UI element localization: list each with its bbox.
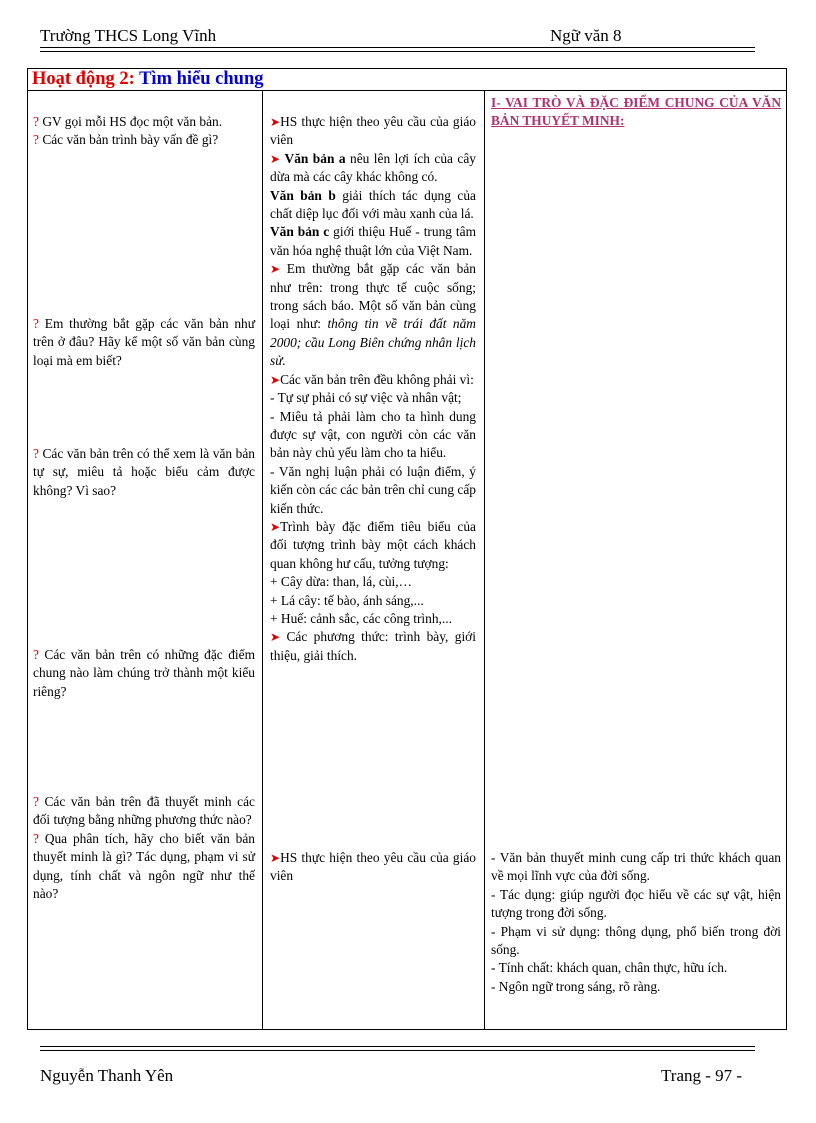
arrow-icon: ➤ [270, 372, 281, 387]
lesson-table [27, 68, 787, 1030]
author-name: Nguyễn Thanh Yên [40, 1066, 174, 1085]
activity-name: Tìm hiểu chung [139, 69, 264, 89]
content-item: - Tác dụng: giúp người đọc hiểu về các sự vật, hiện tượng trong đời sống. [491, 886, 781, 921]
content-item: - Văn bản thuyết minh cung cấp tri thức khách quan về mọi lĩnh vực của đời sống. [491, 850, 781, 884]
lesson-content [491, 849, 781, 996]
content-item: - Ngôn ngữ trong sáng, rõ ràng. [491, 978, 661, 994]
student-activity: ➤HS thực hiện theo yêu cầu của giáo viên ➤ Văn bản a nêu lên lợi ích của cây dừa mà các cây khác không có. Văn bản b giải thích tác dụng của chất diệp lục đối với màu xanh của lá. Văn bản c giới thiệu Huế - trung tâm văn hóa nghệ thuật lớn của Việt Nam. ➤ Em thường bắt gặp các văn bản như trên: trong thực tế cuộc sống; trong sách báo. Một số văn bản cùng loại như: thông tin về trái đất năm 2000; cầu Long Biên chứng nhân lịch sử. ➤Các văn bản trên đều không phải vì: - Tự sự phải có sự việc và nhân vật; - Miêu tả phải làm cho ta hình dung được sự vật, con người còn các văn bản này chủ yếu làm cho ta hiểu. - Văn nghị luận phải có luận điểm, ý kiến còn các các bản trên chỉ cung cấp kiến thức. ➤Trình bày đặc điểm tiêu biểu của đối tượng trình bày một cách khách quan không hư cấu, tưởng tượng: + Cây dừa: than, lá, cùi,… + Lá cây: tế bào, ánh sáng,... + Huế: cảnh sắc, các công trình,... ➤ Các phương thức: trình bày, giới thiệu, giải thích. [270, 114, 477, 663]
arrow-icon: ➤ [270, 262, 281, 277]
teacher-question: ? Các văn bản trên có thể xem là văn bản tự sự, miêu tả hoặc biểu cảm được không? Vì sao? [33, 446, 255, 498]
page-number: Trang - 97 - [661, 1066, 743, 1085]
arrow-icon: ➤ [270, 151, 281, 166]
question-mark-icon: ? [33, 647, 39, 662]
question-mark-icon: ? [33, 132, 39, 148]
question-mark-icon: ? [33, 446, 39, 461]
column-divider [262, 90, 263, 1029]
question-mark-icon: ? [33, 316, 39, 331]
section-title: I- VAI TRÒ VÀ ĐẶC ĐIỂM CHUNG CỦA VĂN BẢN THUYẾT MINH: [491, 95, 781, 129]
student-activity: ➤HS thực hiện theo yêu cầu của giáo viên [270, 850, 476, 884]
school-name: Trường THCS Long Vĩnh [40, 26, 217, 45]
subject-name: Ngữ văn 8 [550, 26, 622, 45]
column-divider [484, 90, 485, 1029]
page-footer [40, 1066, 755, 1090]
teacher-question: ? Các văn bản trên đã thuyết minh các đối tượng bằng những phương thức nào? ? Qua phân tích, hãy cho biết văn bản thuyết minh là gì? Tác dụng, phạm vi sử dụng, tính chất và ngôn ngữ như thế nào? [33, 794, 255, 902]
teacher-question: ? Em thường bắt gặp các văn bản như trên ở đâu? Hãy kể một số văn bản cùng loại mà em biết? [33, 316, 255, 368]
question-mark-icon: ? [33, 794, 39, 809]
arrow-icon: ➤ [270, 630, 281, 645]
question-mark-icon: ? [33, 830, 39, 846]
header-rule [40, 47, 755, 52]
lesson-content [491, 94, 781, 131]
activity-number: Hoạt động 2: [32, 69, 135, 89]
content-item: - Tính chất: khách quan, chân thực, hữu ích. [491, 960, 728, 976]
activity-title [28, 69, 786, 91]
teacher-question: ? Các văn bản trên có những đặc điểm chung nào làm chúng trở thành một kiểu riêng? [33, 647, 255, 699]
page-header [40, 26, 755, 48]
teacher-question: ? GV gọi mỗi HS đọc một văn bản. ? Các văn bản trình bày vấn đề gì? [33, 114, 223, 148]
question-mark-icon: ? [33, 114, 39, 129]
content-item: - Phạm vi sử dụng: thông dụng, phổ biến trong đời sống. [491, 923, 781, 958]
arrow-icon: ➤ [270, 851, 281, 865]
arrow-icon: ➤ [270, 115, 281, 129]
arrow-icon: ➤ [270, 519, 281, 534]
footer-rule [40, 1046, 755, 1051]
